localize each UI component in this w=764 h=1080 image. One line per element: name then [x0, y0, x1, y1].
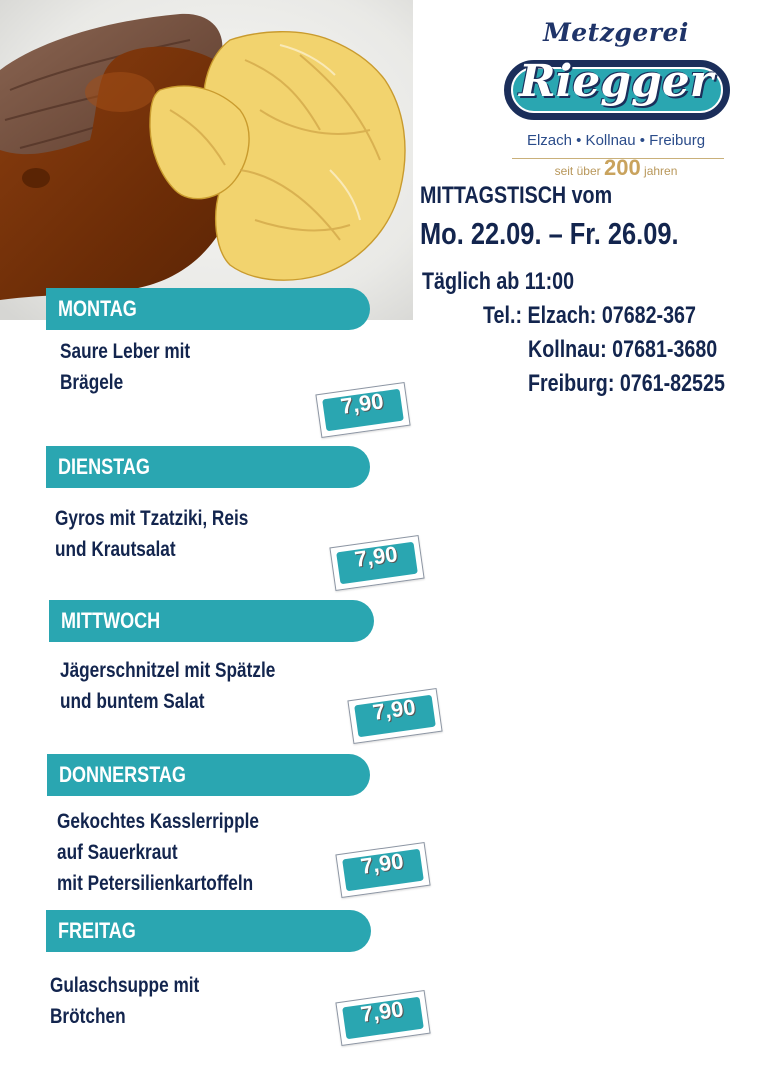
price-value: 7,90 — [359, 848, 406, 879]
price-value: 7,90 — [359, 996, 406, 1027]
dish-dienstag — [55, 503, 248, 565]
price-tag-montag — [315, 382, 410, 438]
menu-title: MITTAGSTISCH vom — [420, 182, 613, 209]
day-banner-dienstag — [46, 446, 370, 488]
date-range: Mo. 22.09. – Fr. 26.09. — [420, 216, 679, 251]
dish-line: Gyros mit Tzatziki, Reis — [55, 507, 249, 530]
price-tag-freitag — [335, 990, 430, 1046]
price-value: 7,90 — [353, 541, 400, 572]
price-value: 7,90 — [371, 694, 418, 725]
since-number: 200 — [603, 155, 641, 180]
logo-since — [496, 155, 736, 181]
day-banner-mittwoch — [49, 600, 374, 642]
dish-line: Saure Leber mit — [60, 340, 191, 363]
daily-hours: Täglich ab 11:00 — [422, 268, 575, 295]
dish-montag — [60, 336, 190, 398]
dish-freitag — [50, 970, 199, 1032]
price-tag-dienstag — [329, 535, 424, 591]
logo-subtitle: Metzgerei — [543, 18, 689, 47]
price-tag-mittwoch — [347, 688, 442, 744]
logo-towns: Elzach • Kollnau • Freiburg — [526, 132, 706, 149]
dish-line: Jägerschnitzel mit Spätzle — [60, 659, 276, 682]
logo-brand-name: Riegger — [519, 56, 713, 107]
company-logo — [496, 18, 736, 193]
price-tag-donnerstag — [335, 842, 430, 898]
dish-line: Gekochtes Kasslerripple — [57, 810, 259, 833]
phone-elzach: Tel.: Elzach: 07682-367 — [483, 302, 696, 329]
day-label: MONTAG — [58, 296, 137, 321]
day-label: MITTWOCH — [61, 608, 161, 633]
dish-line: mit Petersilienkartoffeln — [57, 872, 254, 895]
day-banner-montag — [46, 288, 370, 330]
phone-freiburg: Freiburg: 0761-82525 — [528, 370, 725, 397]
dish-line: und Krautsalat — [55, 538, 176, 561]
day-label: FREITAG — [58, 918, 136, 943]
dish-donnerstag — [57, 806, 259, 899]
day-label: DIENSTAG — [58, 454, 150, 479]
since-suffix: jahren — [644, 164, 678, 178]
dish-line: und buntem Salat — [60, 690, 205, 713]
food-photo — [0, 0, 413, 320]
day-banner-freitag — [46, 910, 371, 952]
dish-line: Brötchen — [50, 1005, 126, 1028]
dish-mittwoch — [60, 655, 275, 717]
price-value: 7,90 — [339, 388, 386, 419]
day-banner-donnerstag — [47, 754, 370, 796]
day-label: DONNERSTAG — [59, 762, 186, 787]
dish-line: auf Sauerkraut — [57, 841, 178, 864]
dish-line: Gulaschsuppe mit — [50, 974, 200, 997]
since-prefix: seit über — [554, 164, 601, 178]
phone-kollnau: Kollnau: 07681-3680 — [528, 336, 718, 363]
dish-line: Brägele — [60, 371, 124, 394]
